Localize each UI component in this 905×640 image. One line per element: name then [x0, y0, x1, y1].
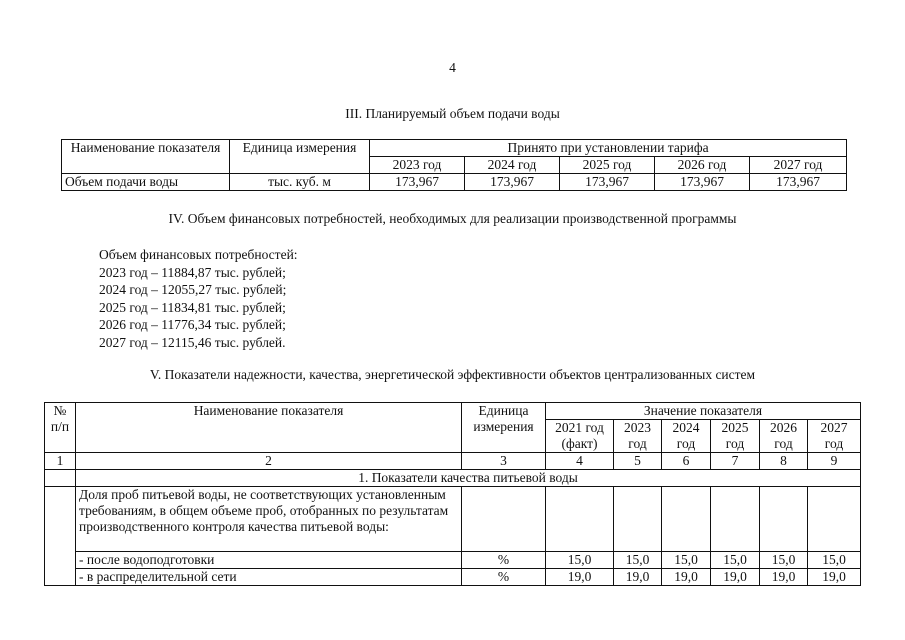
header-year-l2: год [676, 436, 696, 451]
indicators-table [44, 402, 861, 586]
section-3-title: III. Планируемый объем подачи воды [345, 106, 560, 121]
header-year-l2: год [824, 436, 844, 451]
empty-cell [614, 487, 662, 552]
header-year-l1: 2025 [721, 420, 749, 435]
header-year [546, 420, 614, 453]
column-number: 2 [76, 453, 462, 470]
row-value: 19,0 [662, 569, 711, 586]
header-number-l2: п/п [50, 419, 70, 434]
column-number: 4 [546, 453, 614, 470]
header-year [760, 420, 808, 453]
section-5-title: V. Показатели надежности, качества, энергетической эффективности объектов централизованных систем [149, 367, 756, 382]
column-number: 9 [808, 453, 861, 470]
header-unit-l2: измерения [473, 419, 534, 434]
row-value: 15,0 [711, 552, 760, 569]
header-year-l1: 2021 год [555, 420, 604, 435]
row-name: - после водоподготовки [76, 552, 462, 569]
header-year [614, 420, 662, 453]
financial-needs-line: 2024 год – 12055,27 тыс. рублей; [99, 282, 287, 297]
row-unit: % [462, 552, 546, 569]
header-number-l1: № [53, 403, 67, 418]
header-year: 2027 год [750, 157, 847, 174]
header-year-l2: год [628, 436, 647, 451]
row-value: 19,0 [546, 569, 614, 586]
financial-needs-intro: Объем финансовых потребностей: [99, 247, 298, 262]
header-values-group: Значение показателя [546, 403, 861, 420]
header-year [662, 420, 711, 453]
header-year [808, 420, 861, 453]
empty-cell [711, 487, 760, 552]
header-tariff-group: Принято при установлении тарифа [370, 140, 847, 157]
empty-cell [546, 487, 614, 552]
row-number-cell [45, 487, 76, 586]
header-unit: Единица измерения [230, 140, 370, 174]
header-year: 2023 год [370, 157, 465, 174]
header-indicator-name: Наименование показателя [62, 140, 230, 174]
subsection-empty-cell [45, 470, 76, 487]
row-unit: тыс. куб. м [230, 174, 370, 191]
financial-needs-line: 2026 год – 11776,34 тыс. рублей; [99, 317, 286, 332]
header-number [45, 403, 76, 453]
empty-cell [760, 487, 808, 552]
header-indicator-name: Наименование показателя [76, 403, 462, 453]
header-year-l2: (факт) [561, 436, 598, 451]
financial-needs-line: 2027 год – 12115,46 тыс. рублей. [99, 334, 286, 350]
header-unit [462, 403, 546, 453]
row-value: 15,0 [662, 552, 711, 569]
row-value: 15,0 [546, 552, 614, 569]
row-value: 19,0 [808, 569, 861, 586]
header-year: 2026 год [655, 157, 750, 174]
header-year [711, 420, 760, 453]
subsection-row [45, 470, 861, 487]
row-value: 19,0 [760, 569, 808, 586]
column-number: 1 [45, 453, 76, 470]
row-value: 15,0 [760, 552, 808, 569]
header-year: 2024 год [465, 157, 560, 174]
column-number: 3 [462, 453, 546, 470]
row-value: 19,0 [614, 569, 662, 586]
header-year-l1: 2026 [770, 420, 797, 435]
row-value: 173,967 [655, 174, 750, 191]
table-row [45, 569, 861, 586]
row-value: 15,0 [614, 552, 662, 569]
subsection-title: 1. Показатели качества питьевой воды [76, 470, 861, 487]
table-row [45, 552, 861, 569]
financial-needs-line: 2025 год – 11834,81 тыс. рублей; [99, 299, 286, 315]
header-year-l2: год [725, 436, 745, 451]
row-value: 15,0 [808, 552, 861, 569]
table-row [45, 487, 861, 552]
row-value: 173,967 [465, 174, 560, 191]
water-supply-table [61, 139, 847, 191]
column-number: 8 [760, 453, 808, 470]
section-4-title: IV. Объем финансовых потребностей, необходимых для реализации производственной программы [168, 211, 737, 226]
row-value: 173,967 [750, 174, 847, 191]
header-unit-l1: Единица [478, 403, 529, 418]
row-name: - в распределительной сети [76, 569, 462, 586]
financial-needs-list [99, 246, 499, 351]
row-value: 173,967 [560, 174, 655, 191]
column-number: 6 [662, 453, 711, 470]
financial-needs-line: 2023 год – 11884,87 тыс. рублей; [99, 264, 286, 280]
empty-cell [462, 487, 546, 552]
row-value: 173,967 [370, 174, 465, 191]
row-unit: % [462, 569, 546, 586]
group-row-text: Доля проб питьевой воды, не соответствующих установленным требованиям, в общем объеме проб, отобранных по результатам производственного контроля качества питьевой воды: [76, 487, 462, 552]
header-year: 2025 год [560, 157, 655, 174]
empty-cell [662, 487, 711, 552]
empty-cell [808, 487, 861, 552]
header-year-l2: год [774, 436, 793, 451]
row-name: Объем подачи воды [62, 174, 230, 191]
column-number: 5 [614, 453, 662, 470]
header-year-l1: 2024 [672, 420, 700, 435]
header-year-l1: 2027 [820, 420, 848, 435]
column-numbers-row [45, 453, 861, 470]
row-value: 19,0 [711, 569, 760, 586]
column-number: 7 [711, 453, 760, 470]
table-row [62, 174, 847, 191]
header-year-l1: 2023 [624, 420, 651, 435]
page-number: 4 [449, 60, 456, 75]
